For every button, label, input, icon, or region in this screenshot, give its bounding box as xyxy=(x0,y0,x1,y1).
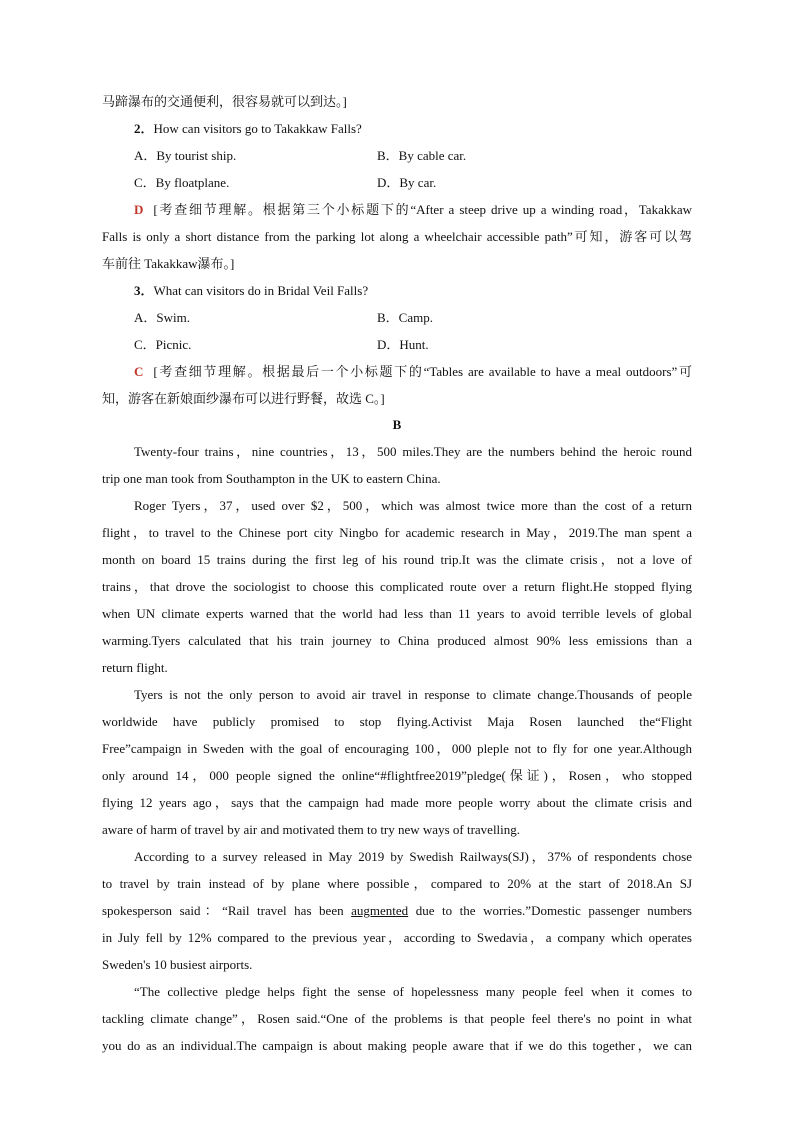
passage-p3-line: only around 14，000 people signed the online“#flightfree2019”pledge(保证)，Rosen，who stopped xyxy=(102,768,692,783)
question-3-option-d: D．Hunt. xyxy=(377,337,429,352)
question-2-explanation-line-2: Falls is only a short distance from the parking lot along a wheelchair accessible path”可知，游客可以驾 xyxy=(102,229,692,244)
passage-p1-line: Twenty-four trains，nine countries，13，500 miles.They are the numbers behind the heroic round xyxy=(134,444,692,459)
question-2-option-c: C．By floatplane. xyxy=(134,175,230,190)
passage-p2-line: Roger Tyers，37，used over $2，500，which was almost twice more than the cost of a return xyxy=(134,498,692,513)
question-2-option-d: D．By car. xyxy=(377,175,437,190)
passage-p3-line: Free”campaign in Sweden with the goal of encouraging 100，000 pleple not to fly for one year.Although xyxy=(102,741,692,756)
passage-p4-line: to travel by train instead of by plane where possible，compared to 20% at the start of 2018.An SJ xyxy=(102,876,692,891)
section-heading-b: B xyxy=(392,417,402,432)
question-2-option-a: A．By tourist ship. xyxy=(134,148,237,163)
passage-p5-line: “The collective pledge helps fight the sense of hopelessness many people feel when it comes to xyxy=(134,984,692,999)
question-3-text: What can visitors do in Bridal Veil Falls? xyxy=(153,283,369,298)
document-page xyxy=(102,88,692,1059)
question-2-options-row-1 xyxy=(102,142,692,169)
question-3-option-c: C．Picnic. xyxy=(134,337,192,352)
question-3-option-a: A．Swim. xyxy=(134,310,190,325)
passage-p5-line: tackling climate change”，Rosen said.“One of the problems is that people feel there's no point in what xyxy=(102,1011,692,1026)
question-2-answer: D xyxy=(134,202,144,217)
question-2-option-b: B．By cable car. xyxy=(377,148,467,163)
question-3-number: 3． xyxy=(134,283,154,298)
question-2-options-row-2 xyxy=(102,169,692,196)
passage-p2-line: warming.Tyers calculated that his train journey to China produced almost 90% less emissions than a xyxy=(102,633,692,648)
passage-p2-line: month on board 15 trains during the first leg of his round trip.It was the climate crisis，not a love of xyxy=(102,552,692,567)
passage-p3-line: Tyers is not the only person to avoid air travel in response to climate change.Thousands of people xyxy=(134,687,692,702)
passage-p2-line: trains，that drove the sociologist to choose this complicated route over a return flight.He stopped flying xyxy=(102,579,692,594)
question-2-explanation-line-1: D [考查细节理解。根据第三个小标题下的“After a steep drive up a winding road，Takakkaw xyxy=(134,202,692,217)
passage-p4-line: Sweden's 10 busiest airports. xyxy=(102,957,253,972)
passage-p4-line: According to a survey released in May 2019 by Swedish Railways(SJ)，37% of respondents chose xyxy=(134,849,692,864)
question-3-options-row-1 xyxy=(102,304,692,331)
question-3 xyxy=(102,277,692,304)
passage-p4-line: in July fell by 12% compared to the previous year，according to Swedavia，a company which operates xyxy=(102,930,692,945)
question-3-options-row-2 xyxy=(102,331,692,358)
question-2 xyxy=(102,115,692,142)
question-3-explanation-line-1: C [考查细节理解。根据最后一个小标题下的“Tables are available to have a meal outdoors”可 xyxy=(134,364,692,379)
question-3-explanation-line-2: 知，游客在新娘面纱瀑布可以进行野餐，故选 C。] xyxy=(102,391,385,406)
passage-p2-line: flight，to travel to the Chinese port city Ningbo for academic research in May，2019.The man spent a xyxy=(102,525,693,540)
question-2-text: How can visitors go to Takakkaw Falls? xyxy=(153,121,362,136)
passage-p3-line: aware of harm of travel by air and motivated them to try new ways of travelling. xyxy=(102,822,521,837)
question-3-answer: C xyxy=(134,364,144,379)
passage-p3-line: flying 12 years ago，says that the campaign had made more people worry about the climate crisis and xyxy=(102,795,692,810)
underlined-word: augmented xyxy=(351,903,409,918)
passage-p5-line: you do as an individual.The campaign is about making people aware that if we do this together，we can xyxy=(102,1038,692,1053)
question-3-option-b: B．Camp. xyxy=(377,310,433,325)
passage-p4-line: spokesperson said：“Rail travel has been augmented due to the worries.”Domestic passenger numbers xyxy=(102,903,692,918)
passage-p2-line: return flight. xyxy=(102,660,168,675)
passage-p1-line: trip one man took from Southampton in the UK to eastern China. xyxy=(102,471,441,486)
question-2-number: 2． xyxy=(134,121,154,136)
passage-p3-line: worldwide have publicly promised to stop flying.Activist Maja Rosen launched the“Flight xyxy=(102,714,692,729)
continued-explanation: 马蹄瀑布的交通便利，很容易就可以到达。] xyxy=(102,94,347,109)
passage-p2-line: when UN climate experts warned that the world had less than 11 years to avoid terrible levels of global xyxy=(102,606,692,621)
question-2-explanation-line-3: 车前往 Takakkaw瀑布。] xyxy=(102,256,235,271)
